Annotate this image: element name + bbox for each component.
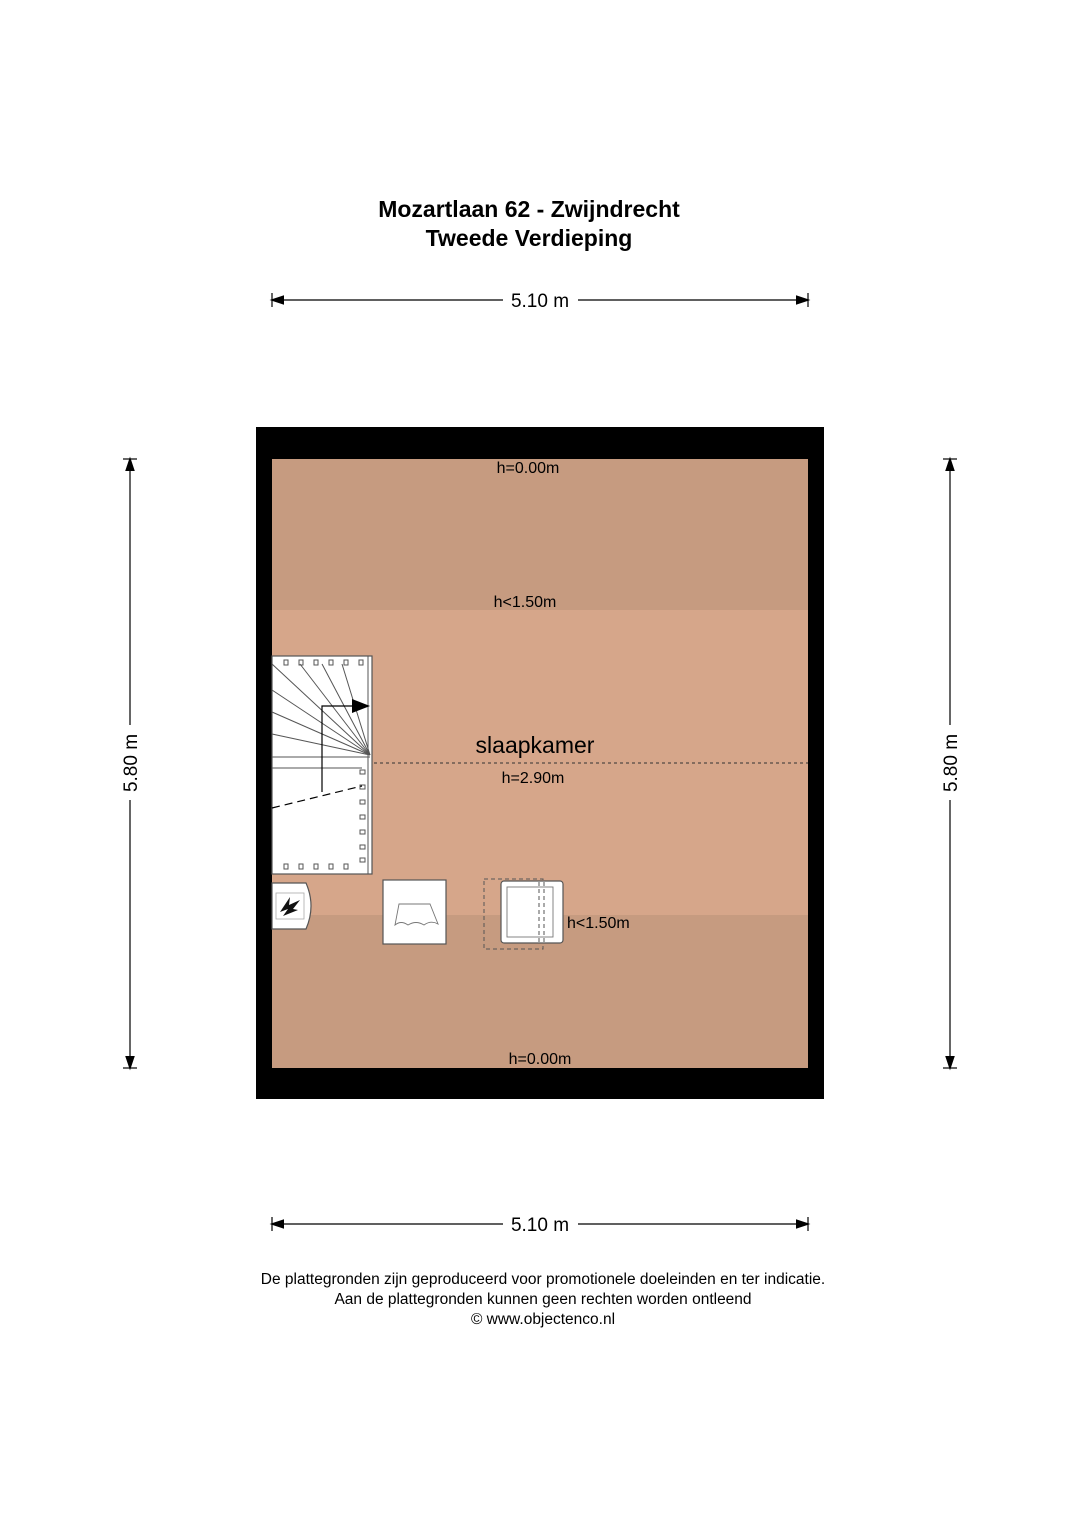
height-label-bottom-edge: h=0.00m xyxy=(508,1051,572,1068)
room-height-ridge: h=2.90m xyxy=(501,770,565,787)
dimension-height-left-label: 5.80 m xyxy=(121,733,142,793)
staircase xyxy=(272,656,372,874)
height-label-top-edge: h=0.00m xyxy=(496,460,560,477)
dimension-height-left xyxy=(121,459,142,1068)
room-name: slaapkamer xyxy=(475,732,595,758)
dimension-width-top xyxy=(272,291,808,312)
height-label-bottom-line: h<1.50m xyxy=(567,915,630,932)
dimension-width-bottom-label: 5.10 m xyxy=(510,1215,570,1236)
dimension-width-top-label: 5.10 m xyxy=(510,291,570,312)
disclaimer-copyright: © www.objectenco.nl xyxy=(470,1311,616,1328)
dimension-height-right xyxy=(941,459,962,1068)
skylight-window-left xyxy=(383,880,446,944)
disclaimer-line-2: Aan de plattegronden kunnen geen rechten worden ontleend xyxy=(334,1291,752,1308)
dimension-width-bottom xyxy=(272,1215,808,1236)
plan-title-floor: Tweede Verdieping xyxy=(425,225,633,251)
plan-title-address: Mozartlaan 62 - Zwijndrecht xyxy=(378,196,680,222)
disclaimer-line-1: De plattegronden zijn geproduceerd voor promotionele doeleinden en ter indicatie. xyxy=(260,1271,826,1288)
low-zone-top xyxy=(272,459,808,610)
boiler-icon xyxy=(272,883,311,929)
dimension-height-right-label: 5.80 m xyxy=(941,733,962,793)
height-label-top-line: h<1.50m xyxy=(493,594,557,611)
